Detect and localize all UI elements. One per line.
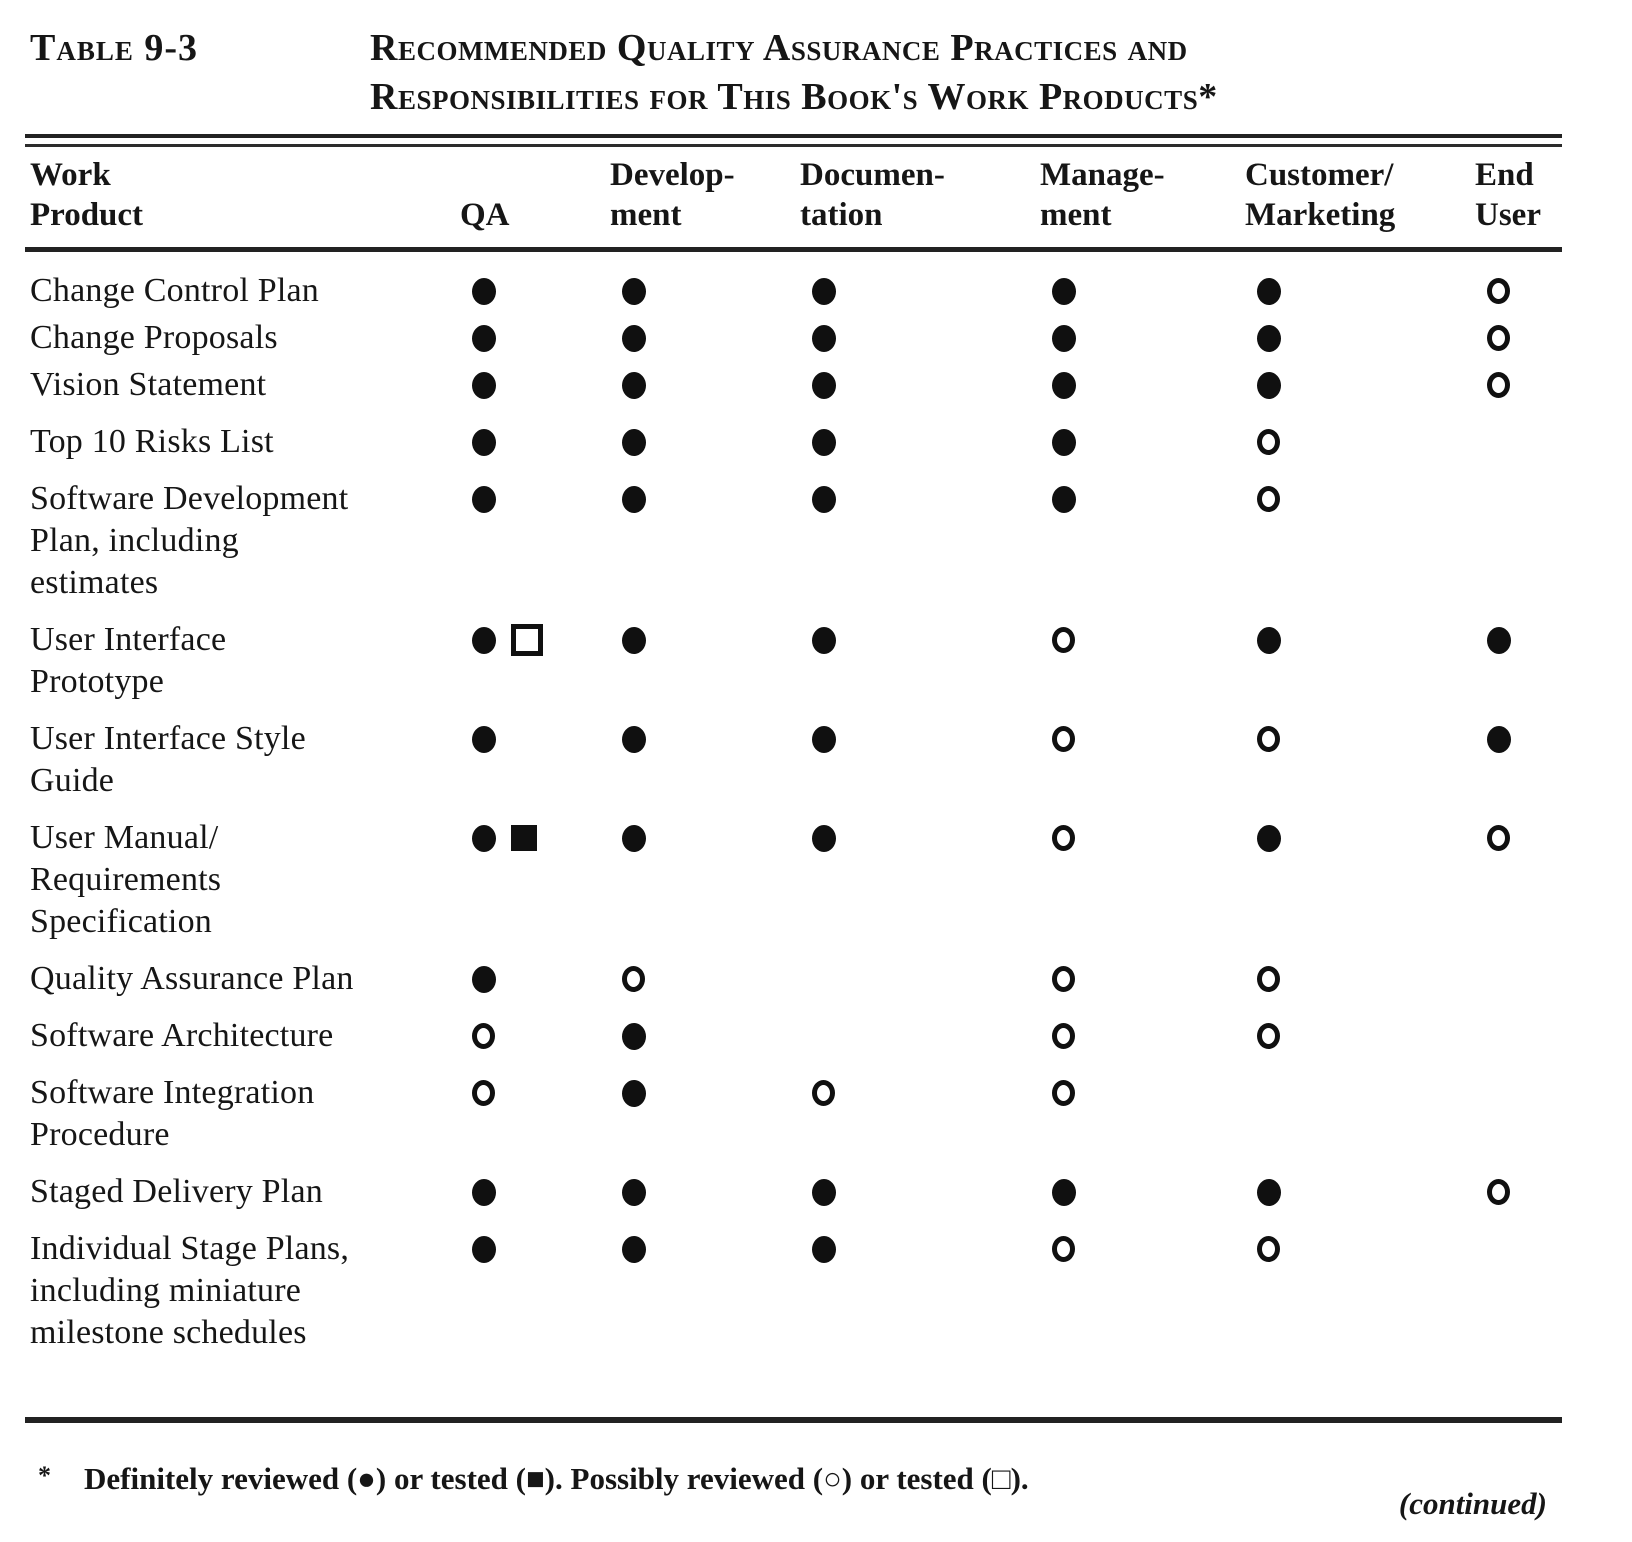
table-cell <box>1475 718 1625 760</box>
work-product-line: Staged Delivery Plan <box>30 1173 323 1210</box>
footnote <box>38 1459 1632 1499</box>
work-product-line: User Manual/ <box>30 819 219 856</box>
table-cell <box>1475 1228 1625 1270</box>
column-header-row <box>0 147 1632 247</box>
table-caption <box>0 24 1632 122</box>
filled-circle-icon <box>1257 278 1281 305</box>
filled-circle-icon <box>812 726 836 753</box>
table-row <box>0 270 1632 312</box>
table-cell <box>610 478 800 520</box>
continued-note: (continued) <box>1398 1486 1547 1521</box>
column-header-line: QA <box>460 197 510 233</box>
column-header-line: Product <box>30 197 144 233</box>
column-header <box>1040 155 1245 235</box>
filled-circle-icon <box>472 726 496 753</box>
column-header <box>610 155 800 235</box>
table-row <box>0 1015 1632 1057</box>
column-header <box>800 155 1040 235</box>
work-product-cell <box>25 1228 460 1354</box>
table-cell <box>800 364 1040 406</box>
table-label: Table 9-3 <box>30 27 199 69</box>
open-circle-icon <box>1487 278 1510 304</box>
column-header <box>460 155 610 235</box>
open-circle-icon <box>1487 1179 1510 1205</box>
filled-circle-icon <box>812 372 836 399</box>
filled-circle-icon <box>812 429 836 456</box>
table-cell <box>610 1072 800 1114</box>
table-cell <box>800 619 1040 661</box>
table-cell <box>1040 1171 1245 1213</box>
table-cell <box>610 619 800 661</box>
filled-circle-icon <box>622 325 646 352</box>
filled-circle-icon <box>1257 372 1281 399</box>
column-header-line: Manage- <box>1040 157 1165 193</box>
filled-circle-icon <box>812 278 836 305</box>
work-product-cell <box>25 718 460 802</box>
table-cell <box>1475 817 1625 859</box>
filled-circle-icon <box>812 1236 836 1263</box>
footnote-text: Definitely reviewed (●) or tested (■). Possibly reviewed (○) or tested (□). <box>84 1461 1029 1496</box>
table-cell <box>800 421 1040 463</box>
open-circle-icon <box>472 1080 495 1106</box>
open-circle-icon <box>1052 726 1075 752</box>
table-cell <box>1245 270 1475 312</box>
filled-circle-icon <box>622 372 646 399</box>
table-row <box>0 1072 1632 1156</box>
table-row <box>0 478 1632 604</box>
table-cell <box>800 1171 1040 1213</box>
open-circle-icon <box>1052 966 1075 992</box>
top-double-rule <box>25 134 1562 147</box>
open-circle-icon <box>1052 1023 1075 1049</box>
table-cell <box>800 1072 1040 1114</box>
work-product-line: Individual Stage Plans, <box>30 1230 350 1267</box>
filled-circle-icon <box>472 486 496 513</box>
table-cell <box>610 958 800 1000</box>
table-row <box>0 317 1632 359</box>
filled-circle-icon <box>622 429 646 456</box>
table-cell <box>460 958 610 1000</box>
table-row <box>0 1171 1632 1213</box>
table-cell <box>460 619 610 661</box>
table-cell <box>1245 1228 1475 1270</box>
open-circle-icon <box>1052 1236 1075 1262</box>
work-product-line: Plan, including <box>30 522 239 559</box>
work-product-cell <box>25 364 460 406</box>
work-product-line: including miniature <box>30 1272 302 1309</box>
table-cell <box>1245 619 1475 661</box>
table-cell <box>1475 421 1625 463</box>
table-cell <box>1245 364 1475 406</box>
open-circle-icon <box>1257 429 1280 455</box>
filled-circle-icon <box>472 325 496 352</box>
filled-square-icon <box>511 825 537 851</box>
filled-circle-icon <box>622 726 646 753</box>
table-cell <box>460 364 610 406</box>
column-header-line <box>460 155 610 195</box>
table-cell <box>1245 1072 1475 1114</box>
filled-circle-icon <box>812 486 836 513</box>
table-cell <box>1475 619 1625 661</box>
work-product-line: User Interface Style <box>30 720 306 757</box>
column-header <box>1245 155 1475 235</box>
table-cell <box>1475 1015 1625 1057</box>
table-row <box>0 718 1632 802</box>
table-cell <box>460 817 610 859</box>
filled-circle-icon <box>812 1179 836 1206</box>
column-header-line: Develop- <box>610 157 735 193</box>
table-cell <box>1040 317 1245 359</box>
table-cell <box>1040 817 1245 859</box>
table-cell <box>460 718 610 760</box>
table-cell <box>610 1171 800 1213</box>
column-header <box>1475 155 1625 235</box>
filled-circle-icon <box>1257 1179 1281 1206</box>
work-product-line: Top 10 Risks List <box>30 423 274 460</box>
filled-circle-icon <box>622 1236 646 1263</box>
work-product-cell <box>25 270 460 312</box>
table-cell <box>1245 421 1475 463</box>
table-cell <box>1040 718 1245 760</box>
filled-circle-icon <box>1257 825 1281 852</box>
open-circle-icon <box>1257 726 1280 752</box>
column-header-line: End <box>1475 157 1534 193</box>
table-cell <box>1040 619 1245 661</box>
table-cell <box>610 421 800 463</box>
table-row <box>0 421 1632 463</box>
work-product-cell <box>25 1171 460 1213</box>
column-header-line: Documen- <box>800 157 945 193</box>
table-cell <box>1040 478 1245 520</box>
table-cell <box>800 317 1040 359</box>
column-header-line: ment <box>610 197 682 233</box>
work-product-line: Software Development <box>30 480 349 517</box>
table-cell <box>1245 958 1475 1000</box>
table-cell <box>1245 317 1475 359</box>
filled-circle-icon <box>472 429 496 456</box>
table-cell <box>1245 1171 1475 1213</box>
table-cell <box>1245 718 1475 760</box>
column-header-line: Marketing <box>1245 197 1396 233</box>
work-product-line: estimates <box>30 564 159 601</box>
filled-circle-icon <box>1257 325 1281 352</box>
open-circle-icon <box>1487 325 1510 351</box>
filled-circle-icon <box>1052 278 1076 305</box>
table-row <box>0 1228 1632 1354</box>
open-circle-icon <box>812 1080 835 1106</box>
table-cell <box>610 1228 800 1270</box>
table-cell <box>1475 1171 1625 1213</box>
table-cell <box>800 958 1040 1000</box>
table-cell <box>800 1228 1040 1270</box>
filled-circle-icon <box>812 825 836 852</box>
work-product-line: Software Integration <box>30 1074 315 1111</box>
work-product-line: Quality Assurance Plan <box>30 960 354 997</box>
filled-circle-icon <box>622 278 646 305</box>
table-title-line-2: Responsibilities for This Book's Work Products* <box>370 76 1218 118</box>
table-cell <box>610 718 800 760</box>
filled-circle-icon <box>472 278 496 305</box>
work-product-line: Procedure <box>30 1116 170 1153</box>
filled-circle-icon <box>1487 627 1511 654</box>
table-cell <box>460 317 610 359</box>
column-header-line: ment <box>1040 197 1112 233</box>
table-title-line-1: Recommended Quality Assurance Practices and <box>370 27 1188 69</box>
filled-circle-icon <box>472 966 496 993</box>
table-cell <box>610 364 800 406</box>
table-cell <box>460 1015 610 1057</box>
column-header-line: Customer/ <box>1245 157 1394 193</box>
work-product-cell <box>25 817 460 943</box>
work-product-line: Change Control Plan <box>30 272 319 309</box>
open-circle-icon <box>1487 825 1510 851</box>
work-product-cell <box>25 478 460 604</box>
work-product-line: Specification <box>30 903 212 940</box>
work-product-line: Software Architecture <box>30 1017 334 1054</box>
table-cell <box>1475 1072 1625 1114</box>
column-header-line: User <box>1475 197 1541 233</box>
filled-circle-icon <box>622 627 646 654</box>
table-cell <box>460 270 610 312</box>
work-product-cell <box>25 958 460 1000</box>
table-cell <box>460 478 610 520</box>
table-cell <box>1040 421 1245 463</box>
table-row <box>0 364 1632 406</box>
table-title <box>370 24 1218 122</box>
filled-circle-icon <box>622 1080 646 1107</box>
table-body <box>0 252 1632 1417</box>
work-product-cell <box>25 1072 460 1156</box>
open-circle-icon <box>1257 1023 1280 1049</box>
work-product-cell <box>25 619 460 703</box>
filled-circle-icon <box>622 825 646 852</box>
work-product-line: Guide <box>30 762 115 799</box>
table-cell <box>1475 317 1625 359</box>
filled-circle-icon <box>1052 372 1076 399</box>
filled-circle-icon <box>472 1236 496 1263</box>
table-cell <box>1245 1015 1475 1057</box>
open-circle-icon <box>1052 825 1075 851</box>
filled-circle-icon <box>1052 1179 1076 1206</box>
table-cell <box>1040 270 1245 312</box>
work-product-cell <box>25 317 460 359</box>
footnote-marker: * <box>38 1461 51 1490</box>
table-cell <box>1040 958 1245 1000</box>
open-square-icon <box>511 624 543 656</box>
column-header <box>25 155 460 235</box>
filled-circle-icon <box>1052 429 1076 456</box>
table-cell <box>1040 1072 1245 1114</box>
filled-circle-icon <box>622 1179 646 1206</box>
filled-circle-icon <box>1487 726 1511 753</box>
work-product-line: Prototype <box>30 663 165 700</box>
filled-circle-icon <box>472 825 496 852</box>
table-cell <box>1475 270 1625 312</box>
filled-circle-icon <box>472 1179 496 1206</box>
table-cell <box>460 1171 610 1213</box>
table-cell <box>610 270 800 312</box>
table-cell <box>460 1228 610 1270</box>
table-cell <box>800 1015 1040 1057</box>
work-product-cell <box>25 421 460 463</box>
table-cell <box>610 1015 800 1057</box>
table-cell <box>460 1072 610 1114</box>
open-circle-icon <box>1257 486 1280 512</box>
work-product-line: Requirements <box>30 861 222 898</box>
filled-circle-icon <box>622 1023 646 1050</box>
open-circle-icon <box>1257 1236 1280 1262</box>
table-cell <box>800 270 1040 312</box>
bottom-rule <box>25 1417 1562 1423</box>
open-circle-icon <box>1052 627 1075 653</box>
column-header-line: tation <box>800 197 883 233</box>
filled-circle-icon <box>622 486 646 513</box>
table-cell <box>1040 1228 1245 1270</box>
open-circle-icon <box>1052 1080 1075 1106</box>
open-circle-icon <box>1487 372 1510 398</box>
work-product-line: milestone schedules <box>30 1314 307 1351</box>
table-cell <box>460 421 610 463</box>
table-cell <box>610 317 800 359</box>
open-circle-icon <box>1257 966 1280 992</box>
work-product-line: User Interface <box>30 621 227 658</box>
filled-circle-icon <box>1052 325 1076 352</box>
column-header-line: Work <box>30 157 111 193</box>
open-circle-icon <box>472 1023 495 1049</box>
table-cell <box>1040 1015 1245 1057</box>
table-row <box>0 817 1632 943</box>
table-cell <box>800 718 1040 760</box>
table-cell <box>1245 817 1475 859</box>
table-cell <box>1475 364 1625 406</box>
table-cell <box>1040 364 1245 406</box>
filled-circle-icon <box>472 627 496 654</box>
table-row <box>0 619 1632 703</box>
table-cell <box>1475 958 1625 1000</box>
table-cell <box>800 817 1040 859</box>
table-cell <box>610 817 800 859</box>
work-product-cell <box>25 1015 460 1057</box>
table-row <box>0 958 1632 1000</box>
table-cell <box>1475 478 1625 520</box>
work-product-line: Vision Statement <box>30 366 267 403</box>
filled-circle-icon <box>1052 486 1076 513</box>
filled-circle-icon <box>812 325 836 352</box>
table-cell <box>800 478 1040 520</box>
table-cell <box>1245 478 1475 520</box>
open-circle-icon <box>622 966 645 992</box>
filled-circle-icon <box>472 372 496 399</box>
work-product-line: Change Proposals <box>30 319 278 356</box>
filled-circle-icon <box>812 627 836 654</box>
filled-circle-icon <box>1257 627 1281 654</box>
